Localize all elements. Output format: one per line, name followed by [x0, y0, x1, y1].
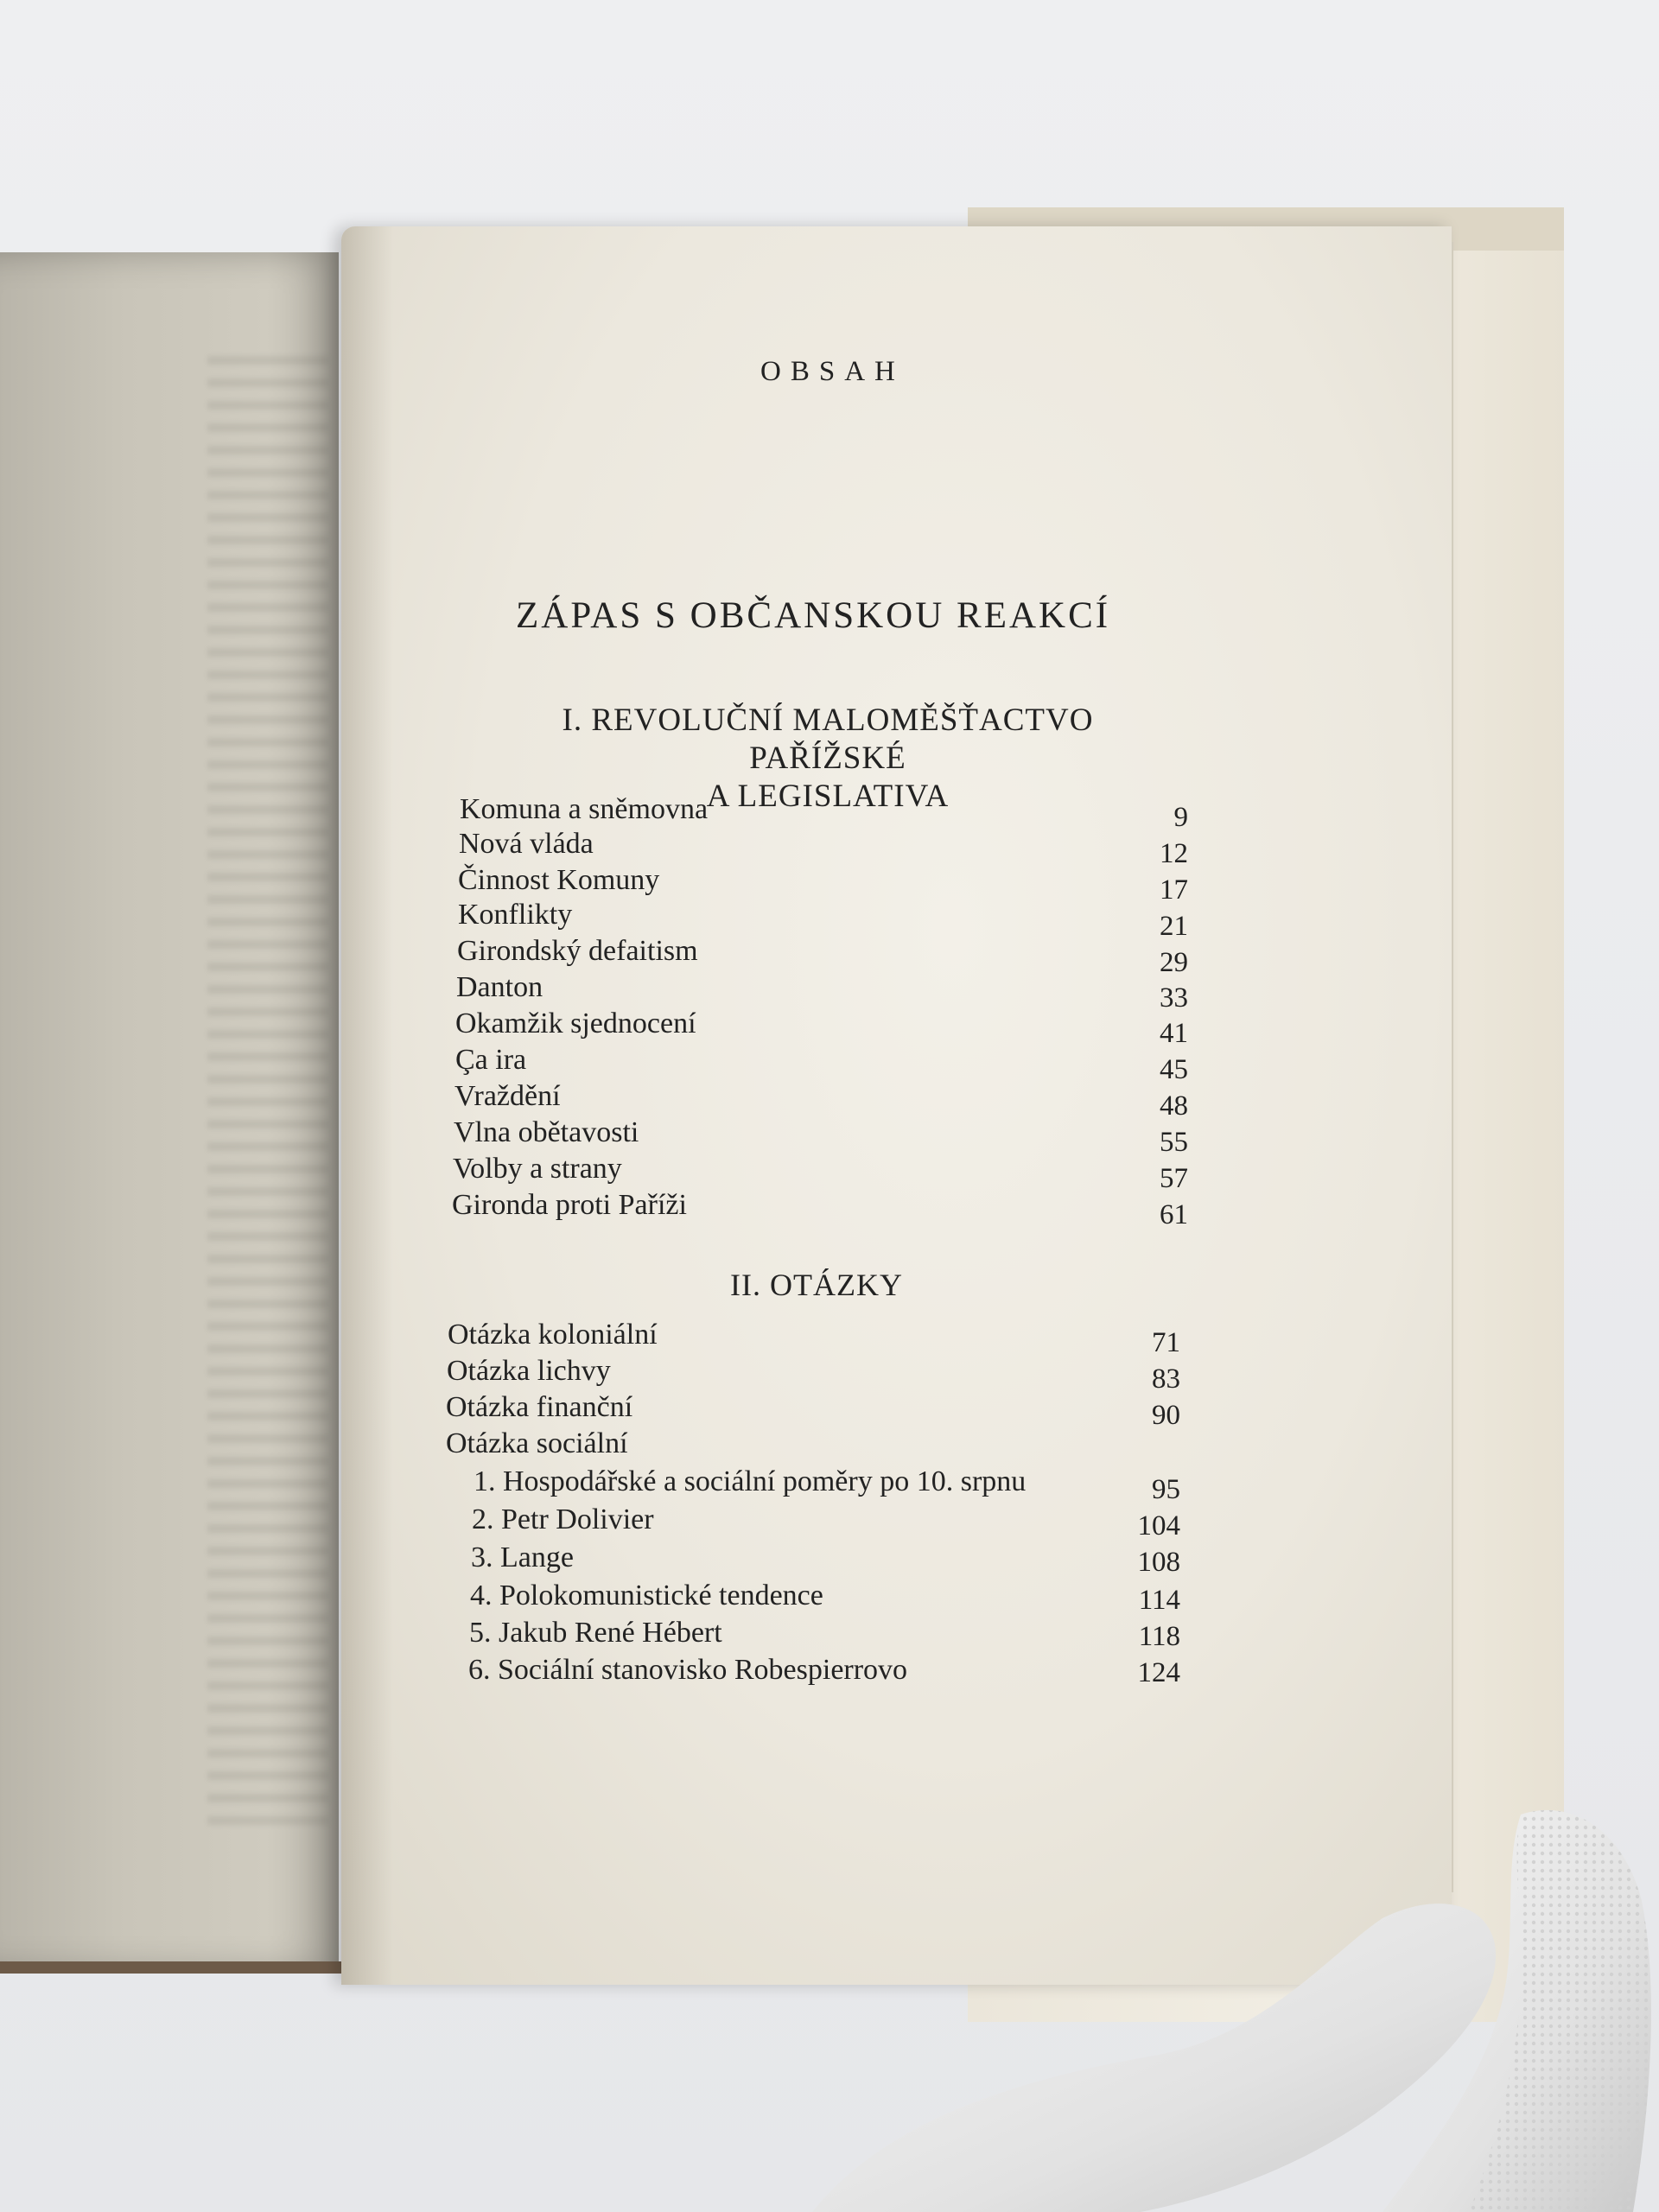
toc-page-number: 33 — [1160, 982, 1188, 1014]
toc-page-number: 29 — [1160, 947, 1188, 978]
glove-hand — [778, 1797, 1659, 2212]
toc-subentry: 1. Hospodářské a sociální poměry po 10. srpnu — [474, 1465, 1027, 1497]
toc-page-number: 83 — [1152, 1363, 1180, 1395]
toc-entry: Volby a strany — [453, 1153, 622, 1185]
toc-entry: Ça ira — [455, 1044, 527, 1076]
toc-entry: Konflikty — [458, 899, 573, 931]
toc-entry: Girondský defaitism — [457, 935, 698, 967]
toc-page-number: 71 — [1152, 1327, 1180, 1358]
section-1-title-line-2: A LEGISLATIVA — [706, 779, 950, 814]
page-heading: OBSAH — [760, 356, 905, 387]
toc-subentry: 4. Polokomunistické tendence — [470, 1580, 823, 1611]
toc-entry: Otázka koloniální — [448, 1319, 658, 1351]
toc-entry: Gironda proti Paříži — [452, 1189, 687, 1221]
toc-page-number: 114 — [1138, 1585, 1180, 1616]
toc-entry: Otázka lichvy — [447, 1355, 611, 1387]
toc-page-number: 45 — [1160, 1054, 1188, 1085]
toc-page-number: 17 — [1160, 874, 1188, 906]
toc-entry: Vraždění — [454, 1080, 561, 1112]
toc-entry: Okamžik sjednocení — [455, 1007, 696, 1039]
toc-page-number: 41 — [1160, 1018, 1188, 1049]
toc-entry: Danton — [456, 971, 543, 1003]
toc-entry: Nová vláda — [459, 828, 594, 860]
toc-page-number: 95 — [1152, 1474, 1180, 1505]
toc-page-number: 12 — [1160, 838, 1188, 869]
toc-page-number: 104 — [1137, 1510, 1180, 1541]
toc-page-number: 9 — [1173, 802, 1188, 833]
toc-page-number: 124 — [1137, 1657, 1180, 1688]
section-1-title-line-1: I. REVOLUČNÍ MALOMĚŠŤACTVO PAŘÍŽSKÉ — [562, 702, 1094, 776]
toc-entry: Vlna obětavosti — [454, 1116, 639, 1148]
toc-page-number: 57 — [1160, 1163, 1188, 1194]
toc-entry: Otázka sociální — [446, 1427, 628, 1459]
toc-page-number: 108 — [1137, 1547, 1180, 1578]
toc-entry: Komuna a sněmovna — [460, 793, 709, 825]
toc-entry: Činnost Komuny — [458, 864, 660, 896]
part-title: ZÁPAS S OBČANSKOU REAKCÍ — [516, 595, 1111, 636]
toc-subentry: 2. Petr Dolivier — [472, 1503, 654, 1535]
toc-page-number: 21 — [1160, 911, 1188, 942]
toc-page-number: 90 — [1152, 1400, 1180, 1431]
glove-thumb — [812, 1904, 1496, 2212]
toc-subentry: 6. Sociální stanovisko Robespierrovo — [468, 1654, 908, 1686]
glove-mesh-texture — [1469, 1810, 1651, 2212]
toc-subentry: 5. Jakub René Hébert — [469, 1617, 722, 1649]
toc-subentry: 3. Lange — [471, 1541, 574, 1573]
toc-page-number: 48 — [1160, 1090, 1188, 1122]
toc-page-number: 61 — [1160, 1199, 1188, 1230]
toc-page-number: 118 — [1138, 1621, 1180, 1652]
section-2-title: II. OTÁZKY — [730, 1268, 903, 1302]
toc-entry: Otázka finanční — [446, 1391, 633, 1423]
toc-page-number: 55 — [1160, 1127, 1188, 1158]
